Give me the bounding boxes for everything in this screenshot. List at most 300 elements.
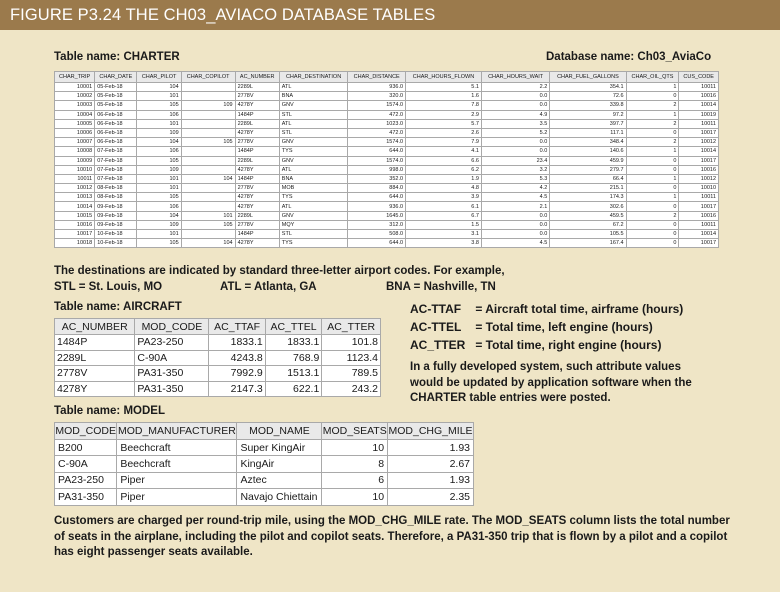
table-cell: 10005: [55, 119, 95, 128]
table-cell: 2.1: [481, 202, 549, 211]
table-cell: TYS: [279, 239, 348, 248]
table-cell: 1: [626, 174, 679, 183]
table-cell: 1023.0: [348, 119, 406, 128]
column-header: AC_TTAF: [209, 319, 265, 335]
table-cell: GNV: [279, 211, 348, 220]
table-cell: C-90A: [135, 350, 209, 366]
table-cell: 936.0: [348, 202, 406, 211]
table-cell: 10017: [679, 202, 719, 211]
table-cell: 4278Y: [235, 202, 279, 211]
table-cell: 6.6: [406, 156, 482, 165]
table-cell: 4278Y: [235, 165, 279, 174]
table-cell: 101.8: [322, 335, 381, 351]
table-cell: 101: [137, 92, 181, 101]
table-row: [55, 184, 719, 193]
table-cell: 10017: [679, 156, 719, 165]
table-cell: 106: [137, 110, 181, 119]
table-cell: [181, 156, 235, 165]
table-row: [55, 489, 474, 505]
table-cell: 10011: [679, 83, 719, 92]
table-cell: 09-Feb-18: [95, 202, 137, 211]
table-cell: 508.0: [348, 230, 406, 239]
column-header: AC_TTEL: [265, 319, 322, 335]
legend-text: = Total time, left engine (hours): [475, 320, 653, 334]
table-cell: 07-Feb-18: [95, 174, 137, 183]
table-cell: 101: [137, 230, 181, 239]
column-header: AC_NUMBER: [55, 319, 135, 335]
column-header: CHAR_PILOT: [137, 72, 181, 83]
table-cell: 117.1: [550, 128, 626, 137]
table-cell: 10018: [55, 239, 95, 248]
table-cell: 320.0: [348, 92, 406, 101]
table-cell: 5.2: [481, 128, 549, 137]
table-cell: 72.6: [550, 92, 626, 101]
table-cell: 10011: [679, 220, 719, 229]
table-cell: 06-Feb-18: [95, 138, 137, 147]
table-cell: 4243.8: [209, 350, 265, 366]
table-cell: 215.1: [550, 184, 626, 193]
table-cell: 67.2: [550, 220, 626, 229]
header-row: [55, 423, 474, 440]
table-cell: 472.0: [348, 110, 406, 119]
table-cell: MQY: [279, 220, 348, 229]
table-cell: 0.0: [481, 211, 549, 220]
header-row: [55, 72, 719, 83]
figure-title: FIGURE P3.24 THE CH03_AVIACO DATABASE TABLES: [0, 0, 780, 30]
table-cell: 05-Feb-18: [95, 92, 137, 101]
charter-table: [54, 71, 719, 248]
table-cell: 7.8: [406, 101, 482, 110]
table-cell: 0.0: [481, 138, 549, 147]
table-cell: 105: [137, 239, 181, 248]
table-cell: 6.2: [406, 165, 482, 174]
table-cell: 2.6: [406, 128, 482, 137]
table-cell: 07-Feb-18: [95, 156, 137, 165]
column-header: CHAR_DESTINATION: [279, 72, 348, 83]
table-cell: 10017: [55, 230, 95, 239]
table-cell: 1.9: [406, 174, 482, 183]
table-cell: 10012: [55, 184, 95, 193]
table-cell: 4.5: [481, 193, 549, 202]
column-header: AC_TTER: [322, 319, 381, 335]
table-cell: 105: [137, 193, 181, 202]
table-cell: 4.8: [406, 184, 482, 193]
table-cell: 10016: [55, 220, 95, 229]
table-cell: 4278Y: [235, 101, 279, 110]
table-cell: 10011: [679, 193, 719, 202]
table-cell: 10: [322, 489, 388, 505]
table-cell: 339.8: [550, 101, 626, 110]
column-header: CHAR_COPILOT: [181, 72, 235, 83]
table-cell: 2778V: [235, 184, 279, 193]
table-cell: 109: [137, 165, 181, 174]
table-cell: 4.1: [406, 147, 482, 156]
table-cell: 2.9: [406, 110, 482, 119]
table-cell: [181, 202, 235, 211]
table-cell: [181, 193, 235, 202]
table-cell: STL: [279, 128, 348, 137]
table-cell: Super KingAir: [237, 440, 322, 456]
table-row: [55, 335, 381, 351]
table-cell: 0: [626, 184, 679, 193]
table-cell: 4278Y: [235, 239, 279, 248]
table-cell: 0.0: [481, 147, 549, 156]
table-cell: 1.5: [406, 220, 482, 229]
table-row: [55, 101, 719, 110]
destinations-intro: The destinations are indicated by standard three-letter airport codes. For example,: [54, 265, 505, 277]
table-cell: 1833.1: [265, 335, 322, 351]
table-cell: 4278Y: [235, 128, 279, 137]
table-cell: 109: [137, 220, 181, 229]
table-row: [55, 110, 719, 119]
table-cell: 1484P: [55, 335, 135, 351]
table-cell: 2289L: [55, 350, 135, 366]
table-cell: ATL: [279, 202, 348, 211]
table-cell: 104: [181, 239, 235, 248]
table-cell: 174.3: [550, 193, 626, 202]
table-cell: [181, 128, 235, 137]
destination-stl: STL = St. Louis, MO: [54, 281, 163, 293]
column-header: CHAR_OIL_QTS: [626, 72, 679, 83]
table-cell: 10016: [679, 211, 719, 220]
table-cell: 4.9: [481, 110, 549, 119]
table-cell: BNA: [279, 92, 348, 101]
table-cell: [181, 184, 235, 193]
table-cell: 0: [626, 92, 679, 101]
destination-atl: ATL = Atlanta, GA: [220, 281, 317, 293]
table-row: [55, 119, 719, 128]
table-cell: 7992.9: [209, 366, 265, 382]
table-cell: 167.4: [550, 239, 626, 248]
legend-item-ttel: [410, 318, 683, 336]
table-row: [55, 381, 381, 397]
table-cell: 10-Feb-18: [95, 239, 137, 248]
column-header: CUS_CODE: [679, 72, 719, 83]
table-cell: 07-Feb-18: [95, 165, 137, 174]
table-cell: 10015: [55, 211, 95, 220]
table-cell: 2: [626, 119, 679, 128]
header-row: [55, 319, 381, 335]
table-cell: BNA: [279, 174, 348, 183]
table-cell: 105: [181, 138, 235, 147]
table-cell: 06-Feb-18: [95, 110, 137, 119]
table-cell: 06-Feb-18: [95, 128, 137, 137]
column-header: MOD_CODE: [135, 319, 209, 335]
table-cell: 352.0: [348, 174, 406, 183]
table-row: [55, 92, 719, 101]
column-header: AC_NUMBER: [235, 72, 279, 83]
table-cell: 2.67: [388, 456, 474, 472]
table-cell: 104: [181, 174, 235, 183]
table-row: [55, 128, 719, 137]
table-cell: 104: [137, 83, 181, 92]
table-cell: [181, 110, 235, 119]
table-cell: 768.9: [265, 350, 322, 366]
table-cell: 109: [137, 128, 181, 137]
table-cell: 0: [626, 239, 679, 248]
table-row: [55, 174, 719, 183]
aircraft-table: [54, 318, 381, 397]
table-cell: 2289L: [235, 119, 279, 128]
table-cell: 10014: [679, 147, 719, 156]
table-cell: 10012: [679, 174, 719, 183]
table-cell: GNV: [279, 138, 348, 147]
table-cell: 08-Feb-18: [95, 184, 137, 193]
table-cell: 10: [322, 440, 388, 456]
table-cell: 05-Feb-18: [95, 83, 137, 92]
table-cell: 622.1: [265, 381, 322, 397]
table-cell: 10004: [55, 110, 95, 119]
table-cell: MOB: [279, 184, 348, 193]
table-cell: 1833.1: [209, 335, 265, 351]
table-row: [55, 156, 719, 165]
table-cell: 459.5: [550, 211, 626, 220]
table-row: [55, 211, 719, 220]
table-cell: 8: [322, 456, 388, 472]
table-cell: Beechcraft: [117, 440, 237, 456]
table-cell: 2: [626, 101, 679, 110]
table-cell: [181, 83, 235, 92]
table-cell: 2289L: [235, 83, 279, 92]
table-cell: 302.6: [550, 202, 626, 211]
table-row: [55, 83, 719, 92]
table-cell: 10017: [679, 128, 719, 137]
table-cell: 4.2: [481, 184, 549, 193]
table-cell: 10002: [55, 92, 95, 101]
table-cell: TYS: [279, 147, 348, 156]
column-header: MOD_CODE: [55, 423, 117, 440]
table-cell: PA31-350: [55, 489, 117, 505]
table-row: [55, 456, 474, 472]
table-cell: TYS: [279, 193, 348, 202]
legend-code: AC-TTAF: [410, 302, 462, 316]
legend-item-ttaf: [410, 300, 683, 318]
table-row: [55, 165, 719, 174]
table-cell: 1: [626, 193, 679, 202]
table-cell: 23.4: [481, 156, 549, 165]
attribute-legend: [410, 300, 683, 354]
table-cell: 1513.1: [265, 366, 322, 382]
table-cell: 1645.0: [348, 211, 406, 220]
table-cell: 10014: [55, 202, 95, 211]
table-cell: 0.0: [481, 101, 549, 110]
table-cell: 1484P: [235, 147, 279, 156]
table-cell: 3.8: [406, 239, 482, 248]
table-cell: Piper: [117, 472, 237, 488]
table-cell: 5.3: [481, 174, 549, 183]
table-cell: 644.0: [348, 239, 406, 248]
table-cell: [181, 119, 235, 128]
table-cell: 397.7: [550, 119, 626, 128]
legend-item-tter: [410, 336, 683, 354]
column-header: CHAR_DATE: [95, 72, 137, 83]
table-row: [55, 202, 719, 211]
table-row: [55, 193, 719, 202]
table-cell: 7.9: [406, 138, 482, 147]
table-cell: 10003: [55, 101, 95, 110]
table-cell: Navajo Chiettain: [237, 489, 322, 505]
table-cell: 0: [626, 220, 679, 229]
table-cell: 0: [626, 156, 679, 165]
table-cell: [181, 147, 235, 156]
table-cell: 1574.0: [348, 156, 406, 165]
table-cell: 2147.3: [209, 381, 265, 397]
table-cell: 10008: [55, 147, 95, 156]
legend-text: = Total time, right engine (hours): [475, 338, 662, 352]
table-cell: PA23-250: [135, 335, 209, 351]
table-cell: 1: [626, 83, 679, 92]
table-cell: [181, 230, 235, 239]
table-cell: 0: [626, 202, 679, 211]
table-cell: 5.1: [406, 83, 482, 92]
table-cell: 0: [626, 128, 679, 137]
table-cell: KingAir: [237, 456, 322, 472]
table-cell: 97.2: [550, 110, 626, 119]
column-header: CHAR_FUEL_GALLONS: [550, 72, 626, 83]
table-cell: 09-Feb-18: [95, 220, 137, 229]
table-cell: 10016: [679, 92, 719, 101]
table-cell: [181, 165, 235, 174]
table-cell: Aztec: [237, 472, 322, 488]
legend-code: AC_TTER: [410, 338, 466, 352]
table-cell: 105: [137, 156, 181, 165]
table-cell: 101: [137, 174, 181, 183]
table-row: [55, 350, 381, 366]
table-cell: 10019: [679, 110, 719, 119]
table-cell: 10010: [679, 184, 719, 193]
column-header: CHAR_HOURS_WAIT: [481, 72, 549, 83]
table-cell: 348.4: [550, 138, 626, 147]
column-header: CHAR_DISTANCE: [348, 72, 406, 83]
table-row: [55, 440, 474, 456]
table-cell: 4.5: [481, 239, 549, 248]
table-cell: 2.35: [388, 489, 474, 505]
table-row: [55, 138, 719, 147]
table-cell: 10016: [679, 165, 719, 174]
table-cell: 1484P: [235, 174, 279, 183]
table-cell: 10010: [55, 165, 95, 174]
table-cell: 0: [626, 230, 679, 239]
table-cell: 0.0: [481, 230, 549, 239]
table-row: [55, 366, 381, 382]
column-header: MOD_CHG_MILE: [388, 423, 474, 440]
table-cell: ATL: [279, 165, 348, 174]
table-cell: 10009: [55, 156, 95, 165]
table-cell: 2289L: [235, 156, 279, 165]
table-cell: 10011: [679, 119, 719, 128]
table-cell: 789.5: [322, 366, 381, 382]
legend-text: = Aircraft total time, airframe (hours): [475, 302, 684, 316]
table-cell: 0.0: [481, 220, 549, 229]
table-cell: 1: [626, 147, 679, 156]
table-cell: 3.1: [406, 230, 482, 239]
aircraft-table-label: Table name: AIRCRAFT: [54, 301, 182, 313]
table-cell: 105: [181, 220, 235, 229]
legend-code: AC-TTEL: [410, 320, 462, 334]
table-cell: 101: [181, 211, 235, 220]
table-cell: 644.0: [348, 193, 406, 202]
column-header: MOD_NAME: [237, 423, 322, 440]
table-cell: 1: [626, 110, 679, 119]
table-cell: 10013: [55, 193, 95, 202]
table-cell: 07-Feb-18: [95, 147, 137, 156]
table-cell: 279.7: [550, 165, 626, 174]
table-cell: 105: [137, 101, 181, 110]
model-table-label: Table name: MODEL: [54, 405, 165, 417]
table-cell: 1484P: [235, 110, 279, 119]
table-cell: 1484P: [235, 230, 279, 239]
table-cell: 10014: [679, 101, 719, 110]
table-cell: 140.6: [550, 147, 626, 156]
table-cell: 105.5: [550, 230, 626, 239]
table-cell: 10001: [55, 83, 95, 92]
destination-bna: BNA = Nashville, TN: [386, 281, 496, 293]
table-cell: 66.4: [550, 174, 626, 183]
table-cell: 2778V: [235, 92, 279, 101]
table-cell: 472.0: [348, 128, 406, 137]
table-row: [55, 472, 474, 488]
table-cell: 2.2: [481, 83, 549, 92]
table-cell: 1574.0: [348, 101, 406, 110]
table-cell: 2778V: [235, 220, 279, 229]
table-cell: 6.7: [406, 211, 482, 220]
table-cell: 10-Feb-18: [95, 230, 137, 239]
table-cell: 0.0: [481, 92, 549, 101]
table-row: [55, 230, 719, 239]
table-cell: 10011: [55, 174, 95, 183]
table-cell: 101: [137, 119, 181, 128]
table-cell: 1574.0: [348, 138, 406, 147]
table-cell: 354.1: [550, 83, 626, 92]
table-cell: 3.5: [481, 119, 549, 128]
table-cell: ATL: [279, 83, 348, 92]
table-cell: 10014: [679, 230, 719, 239]
table-cell: 09-Feb-18: [95, 211, 137, 220]
system-note: In a fully developed system, such attribute values would be updated by application software when the CHARTER table entries were posted.: [410, 361, 692, 404]
table-cell: 06-Feb-18: [95, 119, 137, 128]
table-cell: 4278Y: [235, 193, 279, 202]
table-cell: GNV: [279, 101, 348, 110]
table-cell: 1.93: [388, 440, 474, 456]
table-cell: 08-Feb-18: [95, 193, 137, 202]
table-cell: 3.9: [406, 193, 482, 202]
table-cell: 312.0: [348, 220, 406, 229]
table-row: [55, 220, 719, 229]
pricing-footer: Customers are charged per round-trip mile, using the MOD_CHG_MILE rate. The MOD_SEATS column lists the total number of seats in the airplane, including the pilot and copilot seats. Therefore, a PA31-350 trip that is flown by a pilot and a copilot has eight passenger seats available.: [54, 515, 730, 558]
table-cell: 1.6: [406, 92, 482, 101]
table-cell: 243.2: [322, 381, 381, 397]
table-cell: 106: [137, 147, 181, 156]
database-name-label: Database name: Ch03_AviaCo: [546, 51, 712, 63]
table-cell: 6: [322, 472, 388, 488]
table-cell: 10007: [55, 138, 95, 147]
table-row: [55, 147, 719, 156]
table-cell: GNV: [279, 156, 348, 165]
table-cell: ATL: [279, 119, 348, 128]
column-header: CHAR_TRIP: [55, 72, 95, 83]
table-cell: 104: [137, 211, 181, 220]
table-cell: 998.0: [348, 165, 406, 174]
table-cell: PA31-350: [135, 381, 209, 397]
table-cell: STL: [279, 110, 348, 119]
table-cell: 2778V: [55, 366, 135, 382]
table-cell: STL: [279, 230, 348, 239]
table-cell: 2778V: [235, 138, 279, 147]
table-cell: 106: [137, 202, 181, 211]
table-cell: 104: [137, 138, 181, 147]
table-cell: 109: [181, 101, 235, 110]
table-cell: 5.7: [406, 119, 482, 128]
